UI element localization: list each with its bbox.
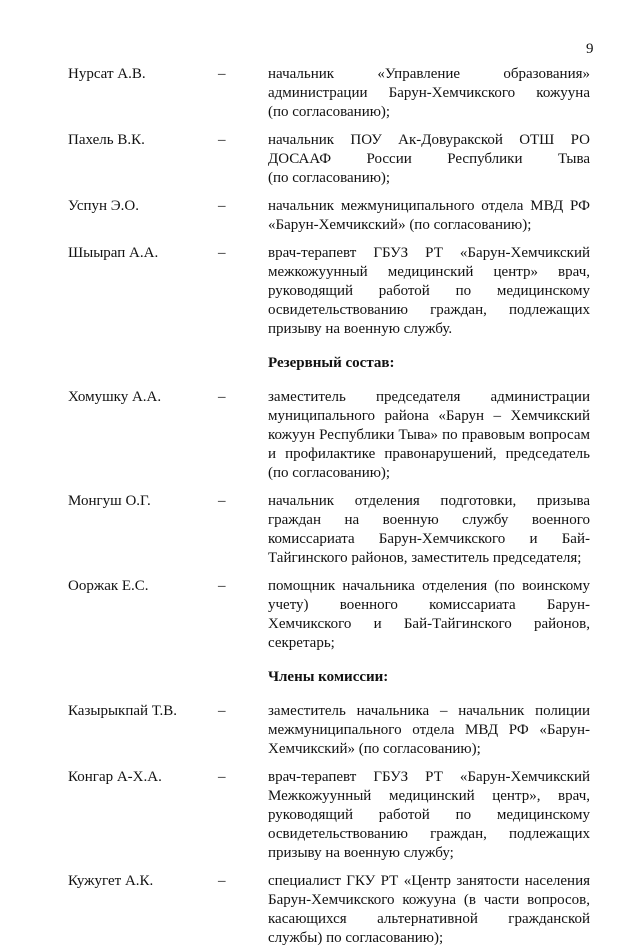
desc-line: заместитель начальника – начальник полиции <box>268 703 590 719</box>
desc-line: Тайгинского районов, заместитель председателя; <box>268 550 582 566</box>
desc-line: начальник межмуниципального отдела МВД РФ <box>268 198 590 214</box>
entry-name: Успун Э.О. <box>68 198 140 214</box>
entry-shyyrap <box>0 244 640 339</box>
desc-line: Межкожуунный медицинский центр», врач, <box>268 788 590 804</box>
entry-dash: – <box>218 389 226 405</box>
document-body <box>0 65 640 948</box>
entry-name: Хомушку А.А. <box>68 389 162 405</box>
entry-oorzhak <box>0 577 640 653</box>
entry-mongush <box>0 492 640 568</box>
entry-dash: – <box>218 66 226 82</box>
desc-line: начальник отделения подготовки, призыва <box>268 493 590 509</box>
entry-name: Ооржак Е.С. <box>68 578 149 594</box>
entry-dash: – <box>218 578 226 594</box>
entry-kongar <box>0 768 640 863</box>
entry-pakhel <box>0 131 640 188</box>
desc-line: (по согласованию); <box>268 104 391 120</box>
desc-line: начальник «Управление образования» <box>268 66 590 82</box>
desc-line: касающихся альтернативной гражданской <box>268 911 590 927</box>
entry-description <box>268 872 590 948</box>
entry-description <box>268 131 590 188</box>
desc-line: Барун-Хемчикского кожууна (в части вопросов, <box>268 892 590 908</box>
entry-name: Пахель В.К. <box>68 132 145 148</box>
entry-dash: – <box>218 198 226 214</box>
desc-line: заместитель председателя администрации <box>268 389 590 405</box>
desc-line: межкожуунный медицинский центр» врач, <box>268 264 590 280</box>
entry-description <box>268 577 590 653</box>
entry-dash: – <box>218 132 226 148</box>
entry-description <box>268 492 590 568</box>
desc-line: комиссариата Барун-Хемчикского и Бай- <box>268 531 590 547</box>
entry-name: Кужугет А.К. <box>68 873 154 889</box>
entry-description <box>268 197 590 235</box>
desc-line: учету) военного комиссариата Барун- <box>268 597 590 613</box>
entry-dash: – <box>218 769 226 785</box>
entry-dash: – <box>218 873 226 889</box>
desc-line: (по согласованию); <box>268 170 391 186</box>
desc-line: граждан на военную службу военного <box>268 512 590 528</box>
entry-kazyrykpai <box>0 702 640 759</box>
desc-line: «Барун-Хемчикский» (по согласованию); <box>268 217 532 233</box>
desc-line: (по согласованию); <box>268 465 391 481</box>
entry-name: Шыырап А.А. <box>68 245 159 261</box>
entry-description <box>268 388 590 483</box>
section-heading-members: Члены комиссии: <box>268 669 389 685</box>
page-number: 9 <box>586 41 594 57</box>
desc-line: ДОСААФ России Республики Тыва <box>268 151 590 167</box>
entry-dash: – <box>218 493 226 509</box>
desc-line: призыву на военную службу; <box>268 845 454 861</box>
entry-uspun <box>0 197 640 235</box>
desc-line: Хемчикский» (по согласованию); <box>268 741 481 757</box>
desc-line: межмуниципального отдела МВД РФ «Барун- <box>268 722 590 738</box>
desc-line: муниципального района «Барун – Хемчикский <box>268 408 590 424</box>
desc-line: службы) по согласованию); <box>268 930 444 946</box>
entry-description <box>268 768 590 863</box>
section-heading-reserve: Резервный состав: <box>268 355 395 371</box>
entry-name: Казырыкпай Т.В. <box>68 703 177 719</box>
entry-name: Монгуш О.Г. <box>68 493 151 509</box>
desc-line: кожуун Республики Тыва» по правовым вопросам <box>268 427 590 443</box>
entry-description <box>268 244 590 339</box>
entry-nursat <box>0 65 640 122</box>
desc-line: освидетельствованию граждан, подлежащих <box>268 302 590 318</box>
desc-line: врач-терапевт ГБУЗ РТ «Барун-Хемчикский <box>268 769 590 785</box>
desc-line: руководящий работой по медицинскому <box>268 283 590 299</box>
desc-line: и профилактике правонарушений, председатель <box>268 446 590 462</box>
entry-name: Конгар А-Х.А. <box>68 769 162 785</box>
entry-description <box>268 702 590 759</box>
desc-line: призыву на военную службу. <box>268 321 453 337</box>
entry-khomushku <box>0 388 640 483</box>
desc-line: руководящий работой по медицинскому <box>268 807 590 823</box>
desc-line: освидетельствованию граждан, подлежащих <box>268 826 590 842</box>
desc-line: Хемчикского и Бай-Тайгинского районов, <box>268 616 590 632</box>
entry-dash: – <box>218 703 226 719</box>
desc-line: администрации Барун-Хемчикского кожууна <box>268 85 590 101</box>
entry-description <box>268 65 590 122</box>
desc-line: секретарь; <box>268 635 335 651</box>
desc-line: специалист ГКУ РТ «Центр занятости населения <box>268 873 590 889</box>
desc-line: врач-терапевт ГБУЗ РТ «Барун-Хемчикский <box>268 245 590 261</box>
entry-dash: – <box>218 245 226 261</box>
entry-name: Нурсат А.В. <box>68 66 146 82</box>
entry-kuzhuget <box>0 872 640 948</box>
desc-line: начальник ПОУ Ак-Довуракской ОТШ РО <box>268 132 590 148</box>
desc-line: помощник начальника отделения (по воинскому <box>268 578 590 594</box>
